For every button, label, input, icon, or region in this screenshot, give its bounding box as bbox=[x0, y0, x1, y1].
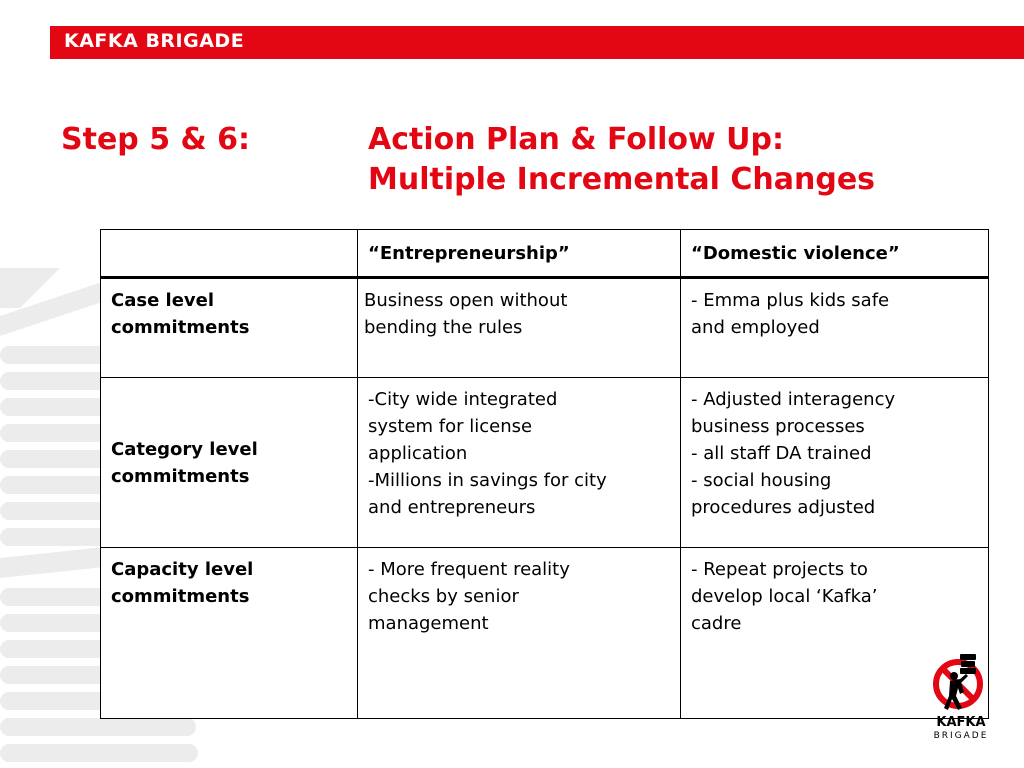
cell-line: -Millions in savings for city bbox=[368, 470, 607, 491]
header-cell-empty bbox=[101, 230, 358, 278]
table-row bbox=[101, 548, 989, 719]
cell-line: - Repeat projects to bbox=[691, 559, 868, 580]
logo-wordmark: KAFKA bbox=[936, 715, 986, 730]
cell-line: bending the rules bbox=[364, 317, 523, 338]
cell-line: Case level bbox=[111, 290, 215, 311]
cell-line: system for license bbox=[368, 416, 533, 437]
cell-line: application bbox=[368, 443, 468, 464]
title-line-1: Action Plan & Follow Up: bbox=[368, 122, 785, 157]
cell-entrepreneurship-category bbox=[358, 378, 681, 548]
header-cell-domestic-violence: “Domestic violence” bbox=[681, 230, 989, 278]
cell-line: Business open without bbox=[364, 290, 568, 311]
cell-entrepreneurship-capacity bbox=[358, 548, 681, 719]
cell-line: -City wide integrated bbox=[368, 389, 558, 410]
cell-domestic-case bbox=[681, 278, 989, 378]
row-label-category-level bbox=[101, 378, 358, 548]
logo-subtitle: BRIGADE bbox=[933, 731, 989, 741]
header-bar bbox=[50, 26, 1024, 59]
cell-entrepreneurship-case bbox=[358, 278, 681, 378]
header-cell-entrepreneurship: “Entrepreneurship” bbox=[358, 230, 681, 278]
cell-line: and employed bbox=[691, 317, 820, 338]
cell-line: - social housing bbox=[691, 470, 832, 491]
cell-line: - Adjusted interagency bbox=[691, 389, 896, 410]
cell-domestic-category bbox=[681, 378, 989, 548]
cell-line: - More frequent reality bbox=[368, 559, 570, 580]
step-label: Step 5 & 6: bbox=[61, 122, 251, 157]
cell-line: commitments bbox=[111, 465, 250, 487]
cell-line: develop local ‘Kafka’ bbox=[691, 586, 878, 607]
table-row bbox=[101, 278, 989, 378]
cell-line: commitments bbox=[111, 586, 250, 607]
title-line-2: Multiple Incremental Changes bbox=[368, 162, 876, 197]
cell-line: - all staff DA trained bbox=[691, 443, 872, 464]
cell-line: procedures adjusted bbox=[691, 497, 876, 518]
cell-line: management bbox=[368, 613, 489, 634]
cell-line: cadre bbox=[691, 613, 742, 634]
brand-name: KAFKA BRIGADE bbox=[64, 30, 245, 52]
commitments-table bbox=[100, 229, 989, 719]
cell-line: Capacity level bbox=[111, 559, 254, 580]
row-label-capacity-level bbox=[101, 548, 358, 719]
cell-line: - Emma plus kids safe bbox=[691, 290, 890, 311]
table-row bbox=[101, 378, 989, 548]
cell-line: and entrepreneurs bbox=[368, 497, 536, 518]
cell-line: checks by senior bbox=[368, 586, 519, 607]
row-label-case-level bbox=[101, 278, 358, 378]
cell-line: Category level bbox=[111, 438, 258, 460]
slide-title bbox=[368, 120, 875, 200]
cell-line: business processes bbox=[691, 416, 865, 437]
table-header-row bbox=[101, 230, 989, 278]
cell-line: commitments bbox=[111, 317, 250, 338]
